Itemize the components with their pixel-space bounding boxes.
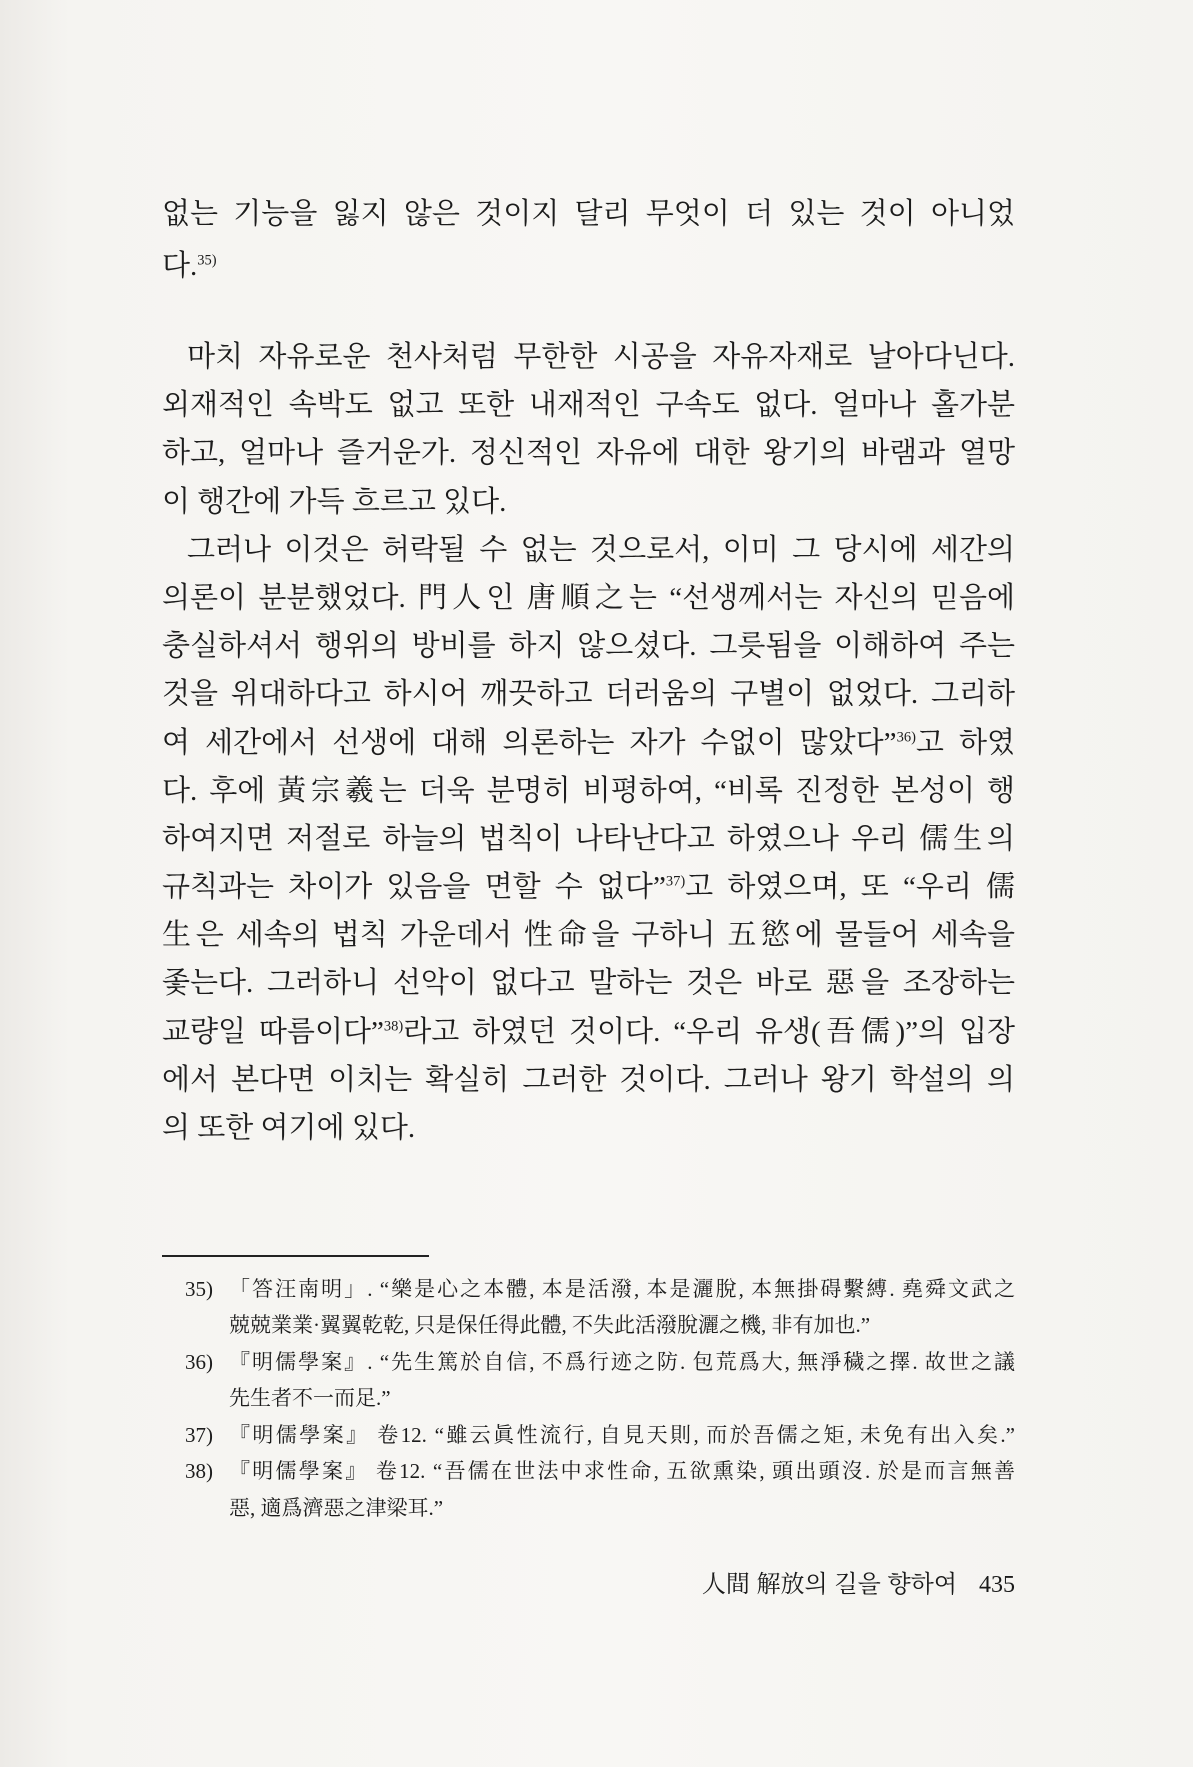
running-footer — [702, 1568, 1015, 1602]
line-text: 라고 하였던 것이다. “우리 유생(吾儒)”의 입장 — [403, 1016, 1015, 1048]
footnote-line — [229, 1310, 1015, 1340]
body-line — [162, 194, 1015, 234]
body-line — [162, 433, 1015, 473]
body-line — [162, 674, 1015, 714]
line-text: 이 행간에 가득 흐르고 있다. — [162, 486, 507, 518]
footnote-number: 35) — [185, 1277, 213, 1301]
footnote-number: 37) — [185, 1423, 213, 1447]
body-line — [162, 819, 1015, 859]
footnote-text: 惡, 適爲濟惡之津梁耳.” — [229, 1496, 444, 1520]
body-line — [187, 337, 1015, 377]
footnote-ref: 36) — [896, 729, 916, 746]
footnote-text: 『明儒學案』 卷12. “吾儒在世法中求性命, 五欲熏染, 頭出頭沒. 於是而言無善 — [229, 1459, 1015, 1483]
body-line — [162, 771, 1015, 811]
body-line — [162, 1012, 1015, 1052]
line-text: 규칙과는 차이가 있음을 면할 수 없다” — [162, 871, 666, 903]
line-text: 다. 후에 黃宗羲는 더욱 분명히 비평하여, “비록 진정한 본성이 행 — [162, 775, 1015, 807]
line-text: 하고, 얼마나 즐거운가. 정신적인 자유에 대한 왕기의 바램과 열망 — [162, 437, 1015, 469]
body-line — [162, 246, 1015, 286]
line-text: 生은 세속의 법칙 가운데서 性命을 구하니 五慾에 물들어 세속을 — [162, 919, 1015, 951]
footnote-ref: 38) — [383, 1018, 404, 1035]
footnote-text: 『明儒學案』. “先生篤於自信, 不爲行迹之防. 包荒爲大, 無淨穢之擇. 故世之議 — [229, 1350, 1015, 1374]
body-line — [162, 867, 1015, 907]
footnote-line — [229, 1493, 1015, 1523]
line-text: 없는 기능을 잃지 않은 것이지 달리 무엇이 더 있는 것이 아니었 — [162, 198, 1015, 230]
body-line — [162, 963, 1015, 1003]
footnote-line — [229, 1347, 1015, 1377]
running-title: 人間 解放의 길을 향하여 — [701, 1571, 957, 1598]
body-line — [162, 915, 1015, 955]
footnote-text: 兢兢業業·翼翼乾乾, 只是保任得此體, 不失此活潑脫灑之機, 非有加也.” — [229, 1313, 871, 1337]
line-text: 것을 위대하다고 하시어 깨끗하고 더러움의 구별이 없었다. 그리하 — [162, 678, 1015, 710]
body-line — [187, 530, 1015, 570]
footnote-number: 36) — [185, 1350, 213, 1374]
line-text: 마치 자유로운 천사처럼 무한한 시공을 자유자재로 날아다닌다. — [187, 341, 1015, 373]
footnote-text: 『明儒學案』 卷12. “雖云眞性流行, 自見天則, 而於吾儒之矩, 未免有出入矣.” — [229, 1423, 1015, 1447]
line-text: 좇는다. 그러하니 선악이 없다고 말하는 것은 바로 惡을 조장하는 — [162, 967, 1015, 999]
footnote-text: 先生者不一而足.” — [229, 1386, 391, 1410]
line-text: 외재적인 속박도 없고 또한 내재적인 구속도 없다. 얼마나 홀가분 — [162, 389, 1015, 421]
line-text: 고 하였 — [915, 727, 1015, 759]
line-text: 그러나 이것은 허락될 수 없는 것으로서, 이미 그 당시에 세간의 — [187, 534, 1015, 566]
footnote-number: 38) — [185, 1459, 213, 1483]
body-line — [162, 1060, 1015, 1100]
line-text: 의 또한 여기에 있다. — [162, 1112, 416, 1144]
body-line — [162, 578, 1015, 618]
body-line — [162, 385, 1015, 425]
line-text: 고 하였으며, 또 “우리 儒 — [685, 871, 1015, 903]
footnote-ref: 35) — [197, 252, 217, 269]
footnote-line — [229, 1456, 1015, 1486]
body-line — [162, 626, 1015, 666]
body-line — [162, 1108, 1015, 1148]
line-text: 의론이 분분했었다. 門人인 唐順之는 “선생께서는 자신의 믿음에 — [162, 582, 1015, 614]
page-number: 435 — [979, 1572, 1015, 1598]
body-line — [162, 723, 1015, 763]
line-text: 여 세간에서 선생에 대해 의론하는 자가 수없이 많았다” — [162, 727, 897, 759]
footnote-line — [229, 1420, 1015, 1450]
footnote-line — [229, 1274, 1015, 1304]
body-line — [162, 482, 1015, 522]
line-text: 충실하셔서 행위의 방비를 하지 않으셨다. 그릇됨을 이해하여 주는 — [162, 630, 1015, 662]
footnote-line — [229, 1383, 1015, 1413]
line-text: 교량일 따름이다” — [162, 1016, 384, 1048]
line-text: 하여지면 저절로 하늘의 법칙이 나타난다고 하였으나 우리 儒生의 — [162, 823, 1015, 855]
footnote-divider — [162, 1255, 429, 1257]
footnote-ref: 37) — [665, 873, 686, 890]
line-text: 에서 본다면 이치는 확실히 그러한 것이다. 그러나 왕기 학설의 의 — [162, 1064, 1015, 1096]
line-text: 다. — [162, 250, 198, 282]
footnote-text: 「答汪南明」. “樂是心之本體, 本是活潑, 本是灑脫, 本無掛碍繫縛. 堯舜文武之 — [229, 1277, 1015, 1301]
